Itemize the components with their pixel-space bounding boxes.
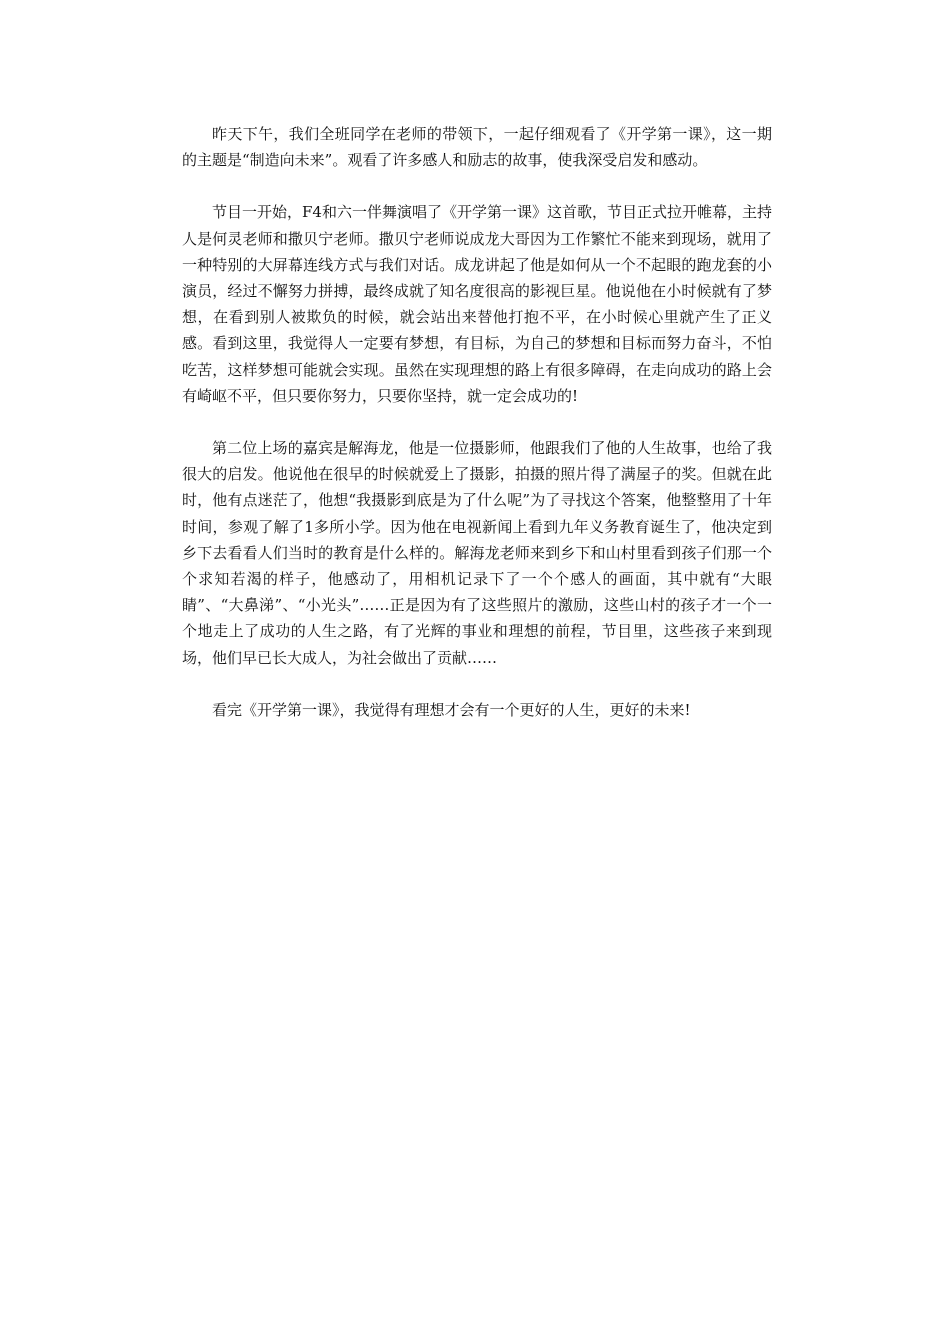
paragraph-1: 昨天下午，我们全班同学在老师的带领下，一起仔细观看了《开学第一课》，这一期的主题是“制造向未来”。观看了许多感人和励志的故事，使我深受启发和感动。 [182,125,772,170]
paragraph-2: 节目一开始，F4和六一伴舞演唱了《开学第一课》这首歌，节目正式拉开帷幕，主持人是何灵老师和撒贝宁老师。撒贝宁老师说成龙大哥因为工作繁忙不能来到现场，就用了一种特别的大屏幕连线方式与我们对话。成龙讲起了他是如何从一个不起眼的跑龙套的小演员，经过不懈努力拼搏，最终成就了知名度很高的影视巨星。他说他在小时候就有了梦想，在看到别人被欺负的时候，就会站出来替他打抱不平，在小时候心里就产生了正义感。看到这里，我觉得人一定要有梦想，有目标，为自己的梦想和目标而努力奋斗，不怕吃苦，这样梦想可能就会实现。虽然在实现理想的路上有很多障碍，在走向成功的路上会有崎岖不平，但只要你努力，只要你坚持，就一定会成功的! [182,203,772,405]
paragraph-4: 看完《开学第一课》，我觉得有理想才会有一个更好的人生，更好的未来! [212,700,691,719]
paragraph-3: 第二位上场的嘉宾是解海龙，他是一位摄影师，他跟我们了他的人生故事，也给了我很大的启发。他说他在很早的时候就爱上了摄影，拍摄的照片得了满屋子的奖。但就在此时，他有点迷茫了，他想“我摄影到底是为了什么呢”为了寻找这个答案，他整整用了十年时间，参观了解了1多所小学。因为他在电视新闻上看到九年义务教育诞生了，他决定到乡下去看看人们当时的教育是什么样的。解海龙老师来到乡下和山村里看到孩子们那一个个求知若渴的样子，他感动了，用相机记录下了一个个感人的画面，其中就有“大眼睛”、“大鼻涕”、“小光头”……正是因为有了这些照片的激励，这些山村的孩子才一个一个地走上了成功的人生之路，有了光辉的事业和理想的前程，节目里，这些孩子来到现场，他们早已长大成人，为社会做出了贡献…… [182,439,772,667]
essay-body [182,121,772,749]
